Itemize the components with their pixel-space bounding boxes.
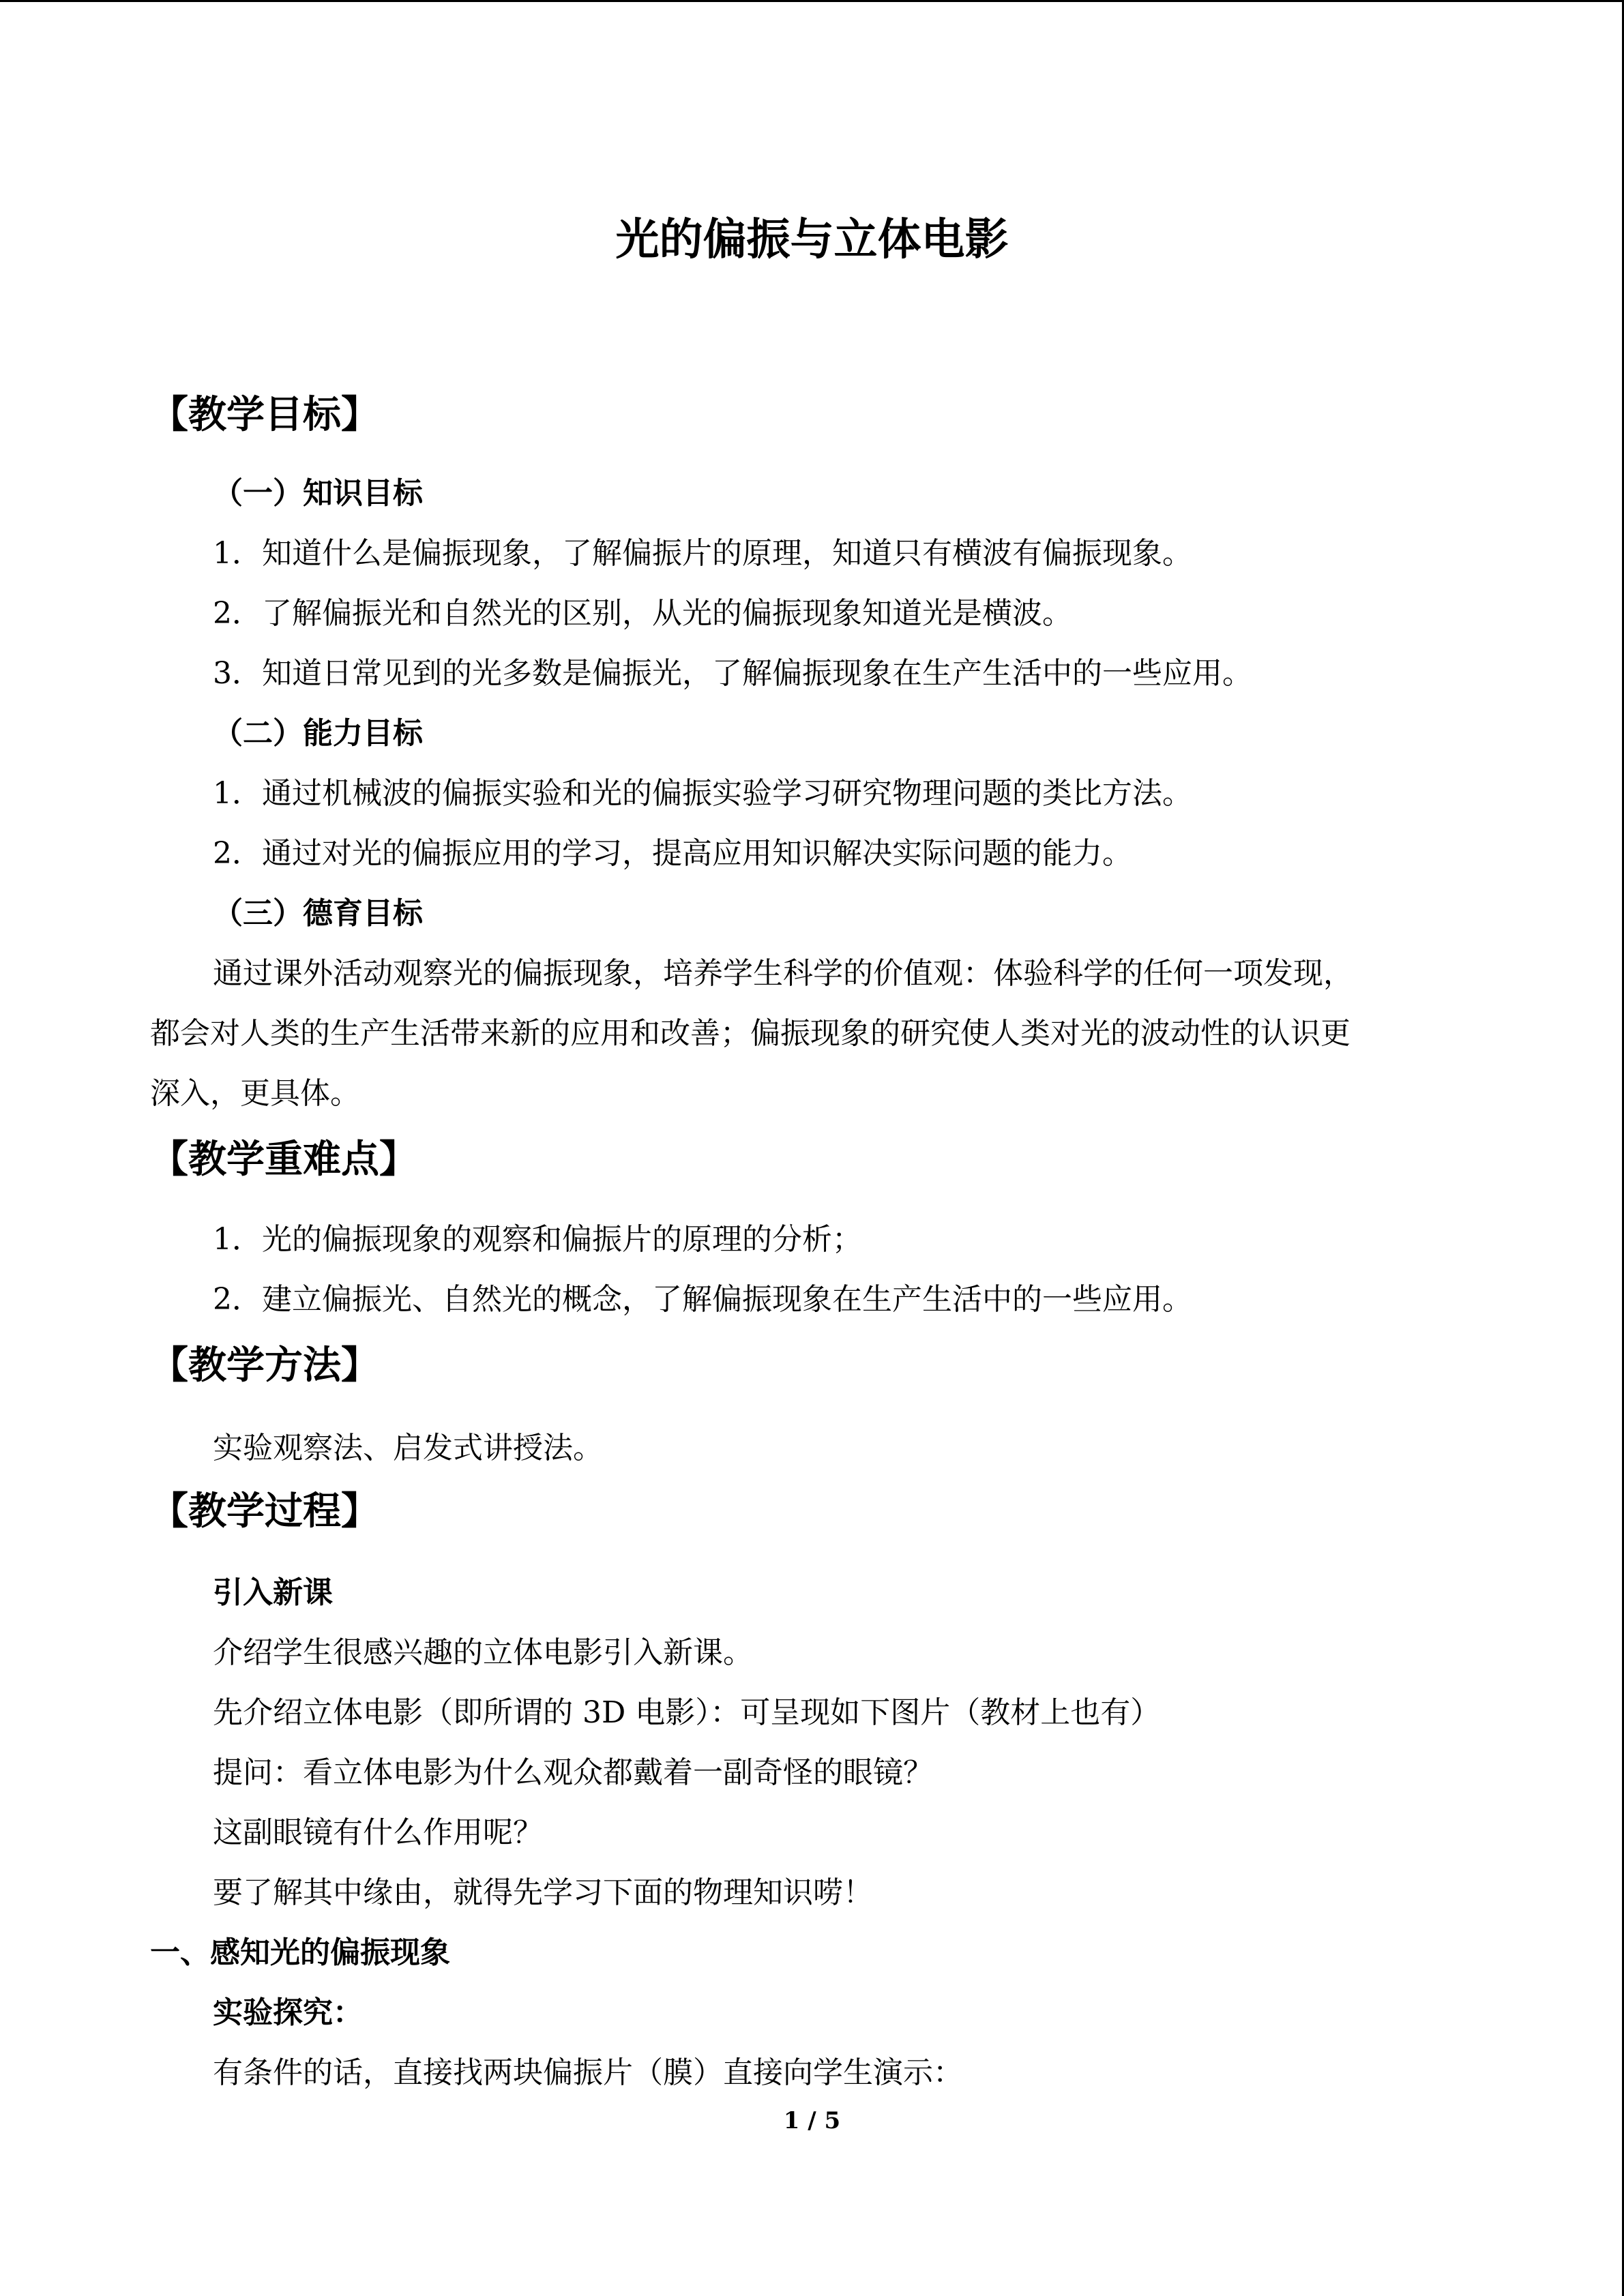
intro-line: 这副眼镜有什么作用呢？ bbox=[213, 1815, 543, 1850]
key-point-item: 2．建立偏振光、自然光的概念，了解偏振现象在生产生活中的一些应用。 bbox=[213, 1282, 1192, 1317]
process-heading: 【教学过程】 bbox=[150, 1489, 379, 1534]
methods-text: 实验观察法、启发式讲授法。 bbox=[213, 1431, 603, 1465]
document-title: 光的偏振与立体电影 bbox=[615, 214, 1009, 265]
part1-heading: 一、感知光的偏振现象 bbox=[150, 1935, 450, 1970]
methods-heading: 【教学方法】 bbox=[150, 1343, 379, 1388]
knowledge-objectives-heading: （一）知识目标 bbox=[213, 476, 423, 511]
ability-objectives-heading: （二）能力目标 bbox=[213, 716, 423, 751]
experiment-heading: 实验探究： bbox=[213, 1995, 363, 2030]
key-points-heading: 【教学重难点】 bbox=[150, 1137, 417, 1182]
experiment-text: 有条件的话，直接找两块偏振片（膜）直接向学生演示： bbox=[213, 2055, 963, 2090]
objectives-heading: 【教学目标】 bbox=[150, 392, 379, 437]
moral-objectives-heading: （三）德育目标 bbox=[213, 896, 423, 931]
knowledge-objective-item: 2．了解偏振光和自然光的区别，从光的偏振现象知道光是横波。 bbox=[213, 596, 1072, 631]
page-number: 1 / 5 bbox=[783, 2107, 841, 2134]
intro-line: 先介绍立体电影（即所谓的 3D 电影）：可呈现如下图片（教材上也有） bbox=[213, 1695, 1161, 1730]
intro-line: 要了解其中缘由，就得先学习下面的物理知识唠！ bbox=[213, 1875, 873, 1910]
knowledge-objective-item: 1．知道什么是偏振现象，了解偏振片的原理，知道只有横波有偏振现象。 bbox=[213, 536, 1192, 571]
moral-objective-line: 都会对人类的生产生活带来新的应用和改善；偏振现象的研究使人类对光的波动性的认识更 bbox=[150, 1016, 1350, 1051]
intro-heading: 引入新课 bbox=[213, 1575, 333, 1610]
page-border-top bbox=[0, 0, 1624, 2]
ability-objective-item: 1．通过机械波的偏振实验和光的偏振实验学习研究物理问题的类比方法。 bbox=[213, 776, 1192, 811]
moral-objective-line: 通过课外活动观察光的偏振现象，培养学生科学的价值观：体验科学的任何一项发现， bbox=[213, 956, 1353, 991]
moral-objective-line: 深入，更具体。 bbox=[150, 1076, 360, 1111]
ability-objective-item: 2．通过对光的偏振应用的学习，提高应用知识解决实际问题的能力。 bbox=[213, 836, 1132, 871]
intro-line: 提问：看立体电影为什么观众都戴着一副奇怪的眼镜？ bbox=[213, 1755, 933, 1790]
knowledge-objective-item: 3．知道日常见到的光多数是偏振光，了解偏振现象在生产生活中的一些应用。 bbox=[213, 656, 1252, 691]
intro-line: 介绍学生很感兴趣的立体电影引入新课。 bbox=[213, 1635, 753, 1670]
key-point-item: 1．光的偏振现象的观察和偏振片的原理的分析； bbox=[213, 1222, 862, 1257]
